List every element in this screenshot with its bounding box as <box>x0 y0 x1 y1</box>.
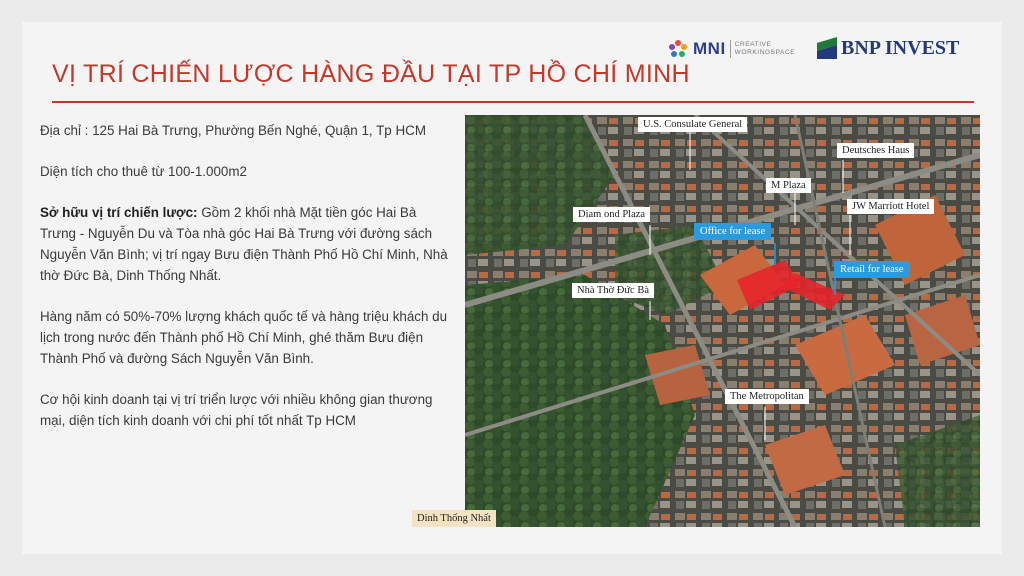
map-label-the-metropolitan: The Metropolitan <box>725 389 809 404</box>
bnp-logo-text: BNP INVEST <box>841 36 960 59</box>
map-label-deutsches-haus: Deutsches Haus <box>837 143 914 158</box>
title-underline <box>52 101 974 103</box>
mni-logo-icon <box>667 38 689 60</box>
map-label-m-plaza: M Plaza <box>766 178 811 193</box>
bnp-logo-icon <box>817 37 837 59</box>
description-text <box>40 120 450 451</box>
mni-logo-text: MNI <box>693 39 726 58</box>
page-title: VỊ TRÍ CHIẾN LƯỢC HÀNG ĐẦU TẠI TP HỒ CHÍ MINH <box>52 60 690 88</box>
map-label-jw-marriott: JW Marriott Hotel <box>847 199 934 214</box>
area-text: Diện tích cho thuê từ 100-1.000m2 <box>40 164 247 179</box>
strategic-location-label: Sở hữu vị trí chiến lược: <box>40 205 198 220</box>
map-label-office-for-lease: Office for lease <box>694 223 771 240</box>
opportunity-paragraph: Cơ hội kinh doanh tại vị trí triển lược với nhiều không gian thương mại, diện tích kinh doanh với chi phí tốt nhất Tp HCM <box>40 392 433 428</box>
strategic-location-paragraph <box>40 202 450 286</box>
address-text: Địa chỉ : 125 Hai Bà Trưng, Phường Bến Nghé, Quận 1, Tp HCM <box>40 123 426 138</box>
mni-logo <box>667 36 795 62</box>
map-label-retail-for-lease: Retail for lease <box>834 261 910 278</box>
bnp-invest-logo <box>817 34 959 62</box>
map-label-us-consulate: U.S. Consulate General <box>638 117 747 132</box>
satellite-map-graphic <box>465 115 980 527</box>
mni-logo-divider <box>730 40 731 58</box>
map-label-diamond-plaza: Diam ond Plaza <box>573 207 650 222</box>
satellite-map <box>465 115 980 527</box>
map-label-dinh-thong-nhat: Dinh Thống Nhất <box>412 510 496 527</box>
mni-logo-subtitle <box>735 41 796 57</box>
strategic-location-text: Gồm 2 khối nhà Mặt tiền góc Hai Bà Trưng - Nguyễn Du và Tòa nhà góc Hai Bà Trưng với đường sách Nguyễn Văn Bình; vị trí ngay Bưu điện Thành Phố Hồ Chí Minh, Nhà thờ Đức Bà, Dinh Thống Nhất. <box>40 205 448 283</box>
mni-sub-line1: CREATIVE <box>734 41 772 48</box>
visitors-paragraph: Hàng năm có 50%-70% lượng khách quốc tế và hàng triệu khách du lịch trong nước đến Thành phố Hồ Chí Minh, ghé thăm Bưu điện Thành Phố và đường Sách Nguyễn Văn Bình. <box>40 309 448 366</box>
map-label-nha-tho-duc-ba: Nhà Thờ Đức Bà <box>572 283 654 298</box>
mni-sub-line2: WORKINGSPACE <box>734 49 796 56</box>
slide <box>22 22 1002 554</box>
